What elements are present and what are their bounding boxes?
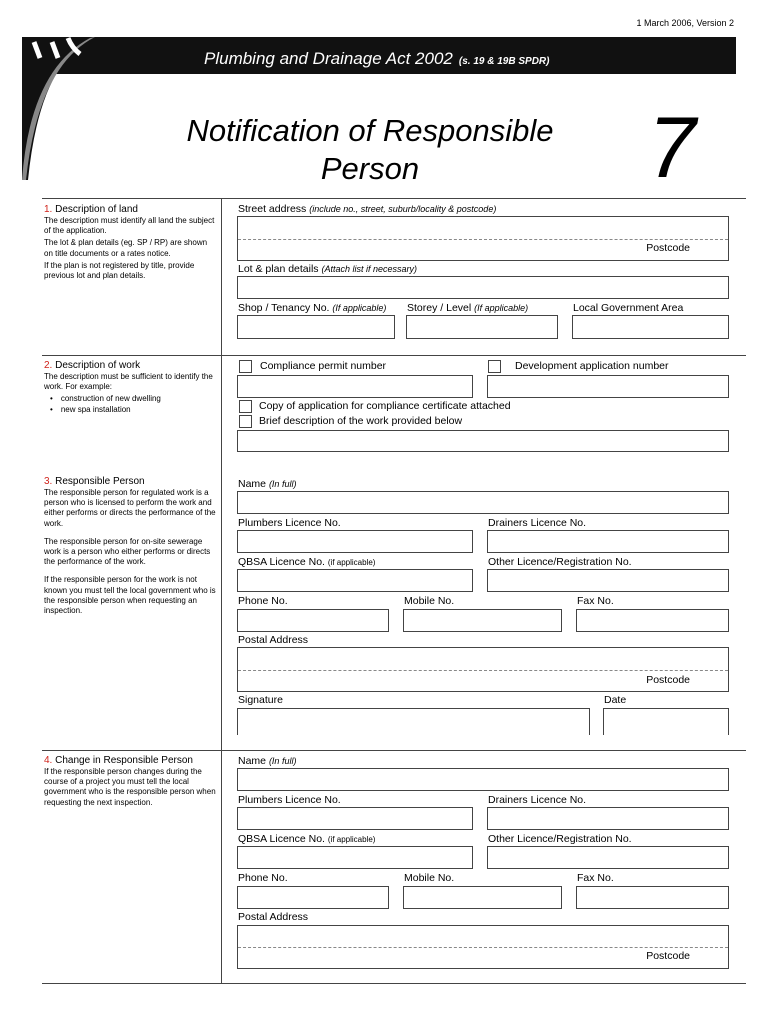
plumbers-licence-label: Plumbers Licence No. [238, 794, 341, 806]
mobile-field[interactable] [403, 886, 562, 909]
fax-field[interactable] [576, 609, 729, 632]
phone-label: Phone No. [238, 595, 288, 607]
postcode-label: Postcode [646, 950, 690, 962]
fax-label: Fax No. [577, 595, 614, 607]
signature-field[interactable] [237, 708, 590, 735]
mobile-label: Mobile No. [404, 595, 455, 607]
qbsa-licence-field[interactable] [237, 569, 473, 592]
name-label: Name (In full) [238, 478, 297, 490]
copy-attached-checkbox[interactable] [239, 400, 252, 413]
section3-heading: 3. Responsible Person [44, 476, 145, 487]
fax-label: Fax No. [577, 872, 614, 884]
lot-plan-label: Lot & plan details (Attach list if necessary) [238, 263, 418, 275]
qbsa-licence-label: QBSA Licence No. (if applicable) [238, 556, 376, 568]
divider [42, 750, 746, 751]
divider [42, 355, 746, 356]
postal-address-field[interactable] [237, 925, 729, 969]
other-licence-label: Other Licence/Registration No. [488, 556, 632, 568]
act-section: (s. 19 & 19B SPDR) [458, 56, 550, 67]
lot-plan-field[interactable] [237, 276, 729, 299]
other-licence-field[interactable] [487, 569, 729, 592]
drainers-licence-field[interactable] [487, 530, 729, 553]
other-licence-label: Other Licence/Registration No. [488, 833, 632, 845]
section1-sidebar [44, 204, 216, 283]
street-address-label: Street address (include no., street, suburb/locality & postcode) [238, 203, 497, 215]
section4-note: If the responsible person changes during the course of a project you must tell the local government who is the responsible person when requesting the next inspection. [44, 767, 216, 807]
date-label: Date [604, 694, 627, 706]
section2-heading: 2. Description of work [44, 360, 141, 371]
drainers-licence-label: Drainers Licence No. [488, 517, 587, 529]
brief-description-label: Brief description of the work provided below [259, 415, 463, 427]
section2-sidebar [44, 360, 216, 415]
plumbers-licence-label: Plumbers Licence No. [238, 517, 341, 529]
name-field[interactable] [237, 491, 729, 514]
qbsa-licence-field[interactable] [237, 846, 473, 869]
postal-address-label: Postal Address [238, 911, 309, 923]
postal-address-label: Postal Address [238, 634, 309, 646]
development-app-checkbox[interactable] [488, 360, 501, 373]
name-label: Name (In full) [238, 755, 297, 767]
storey-level-field[interactable] [406, 315, 558, 339]
compliance-permit-label: Compliance permit number [260, 360, 387, 372]
compliance-permit-checkbox[interactable] [239, 360, 252, 373]
plumbers-licence-field[interactable] [237, 530, 473, 553]
drainers-licence-field[interactable] [487, 807, 729, 830]
phone-field[interactable] [237, 886, 389, 909]
logo-swoosh-icon [0, 30, 140, 190]
section3-note: If the responsible person for the work is not known you must tell the local government who is the responsible person when requesting an inspection. [44, 575, 216, 616]
plumbers-licence-field[interactable] [237, 807, 473, 830]
phone-field[interactable] [237, 609, 389, 632]
postcode-label: Postcode [646, 242, 690, 254]
lga-field[interactable] [572, 315, 729, 339]
development-app-label: Development application number [515, 360, 669, 372]
section1-note: The lot & plan details (eg. SP / RP) are shown on title documents or a rates notice. [44, 238, 208, 258]
drainers-licence-label: Drainers Licence No. [488, 794, 587, 806]
form-title: Notification of Responsible Person [186, 113, 554, 186]
divider [42, 983, 746, 984]
column-divider [221, 198, 222, 983]
section2-examples [44, 394, 216, 414]
mobile-label: Mobile No. [404, 872, 455, 884]
compliance-permit-field[interactable] [237, 375, 473, 398]
storey-level-label: Storey / Level (If applicable) [407, 302, 529, 314]
section1-heading: 1. Description of land [44, 204, 138, 215]
version-text: 1 March 2006, Version 2 [636, 18, 734, 28]
fax-field[interactable] [576, 886, 729, 909]
copy-attached-label: Copy of application for compliance certificate attached [259, 400, 511, 412]
lga-label: Local Government Area [573, 302, 684, 314]
section3-sidebar [44, 476, 216, 618]
phone-label: Phone No. [238, 872, 288, 884]
section1-note: The description must identify all land the subject of the application. [44, 216, 215, 236]
mobile-field[interactable] [403, 609, 562, 632]
name-field[interactable] [237, 768, 729, 791]
shop-tenancy-label: Shop / Tenancy No. (If applicable) [238, 302, 387, 314]
section3-note: The responsible person for on-site sewerage work is a person who either performs or directs the performance of the work. [44, 536, 211, 567]
qbsa-licence-label: QBSA Licence No. (if applicable) [238, 833, 376, 845]
section1-note: If the plan is not registered by title, provide previous lot and plan details. [44, 260, 195, 281]
postcode-label: Postcode [646, 674, 690, 686]
section4-sidebar [44, 755, 216, 810]
list-item: • new spa installation [50, 405, 216, 415]
date-field[interactable] [603, 708, 729, 735]
section2-note: The description must be sufficient to identify the work. For example: [44, 372, 213, 392]
section4-heading: 4. Change in Responsible Person [44, 755, 193, 766]
list-item: • construction of new dwelling [50, 394, 216, 404]
shop-tenancy-field[interactable] [237, 315, 395, 339]
brief-description-checkbox[interactable] [239, 415, 252, 428]
section3-note: The responsible person for regulated work is a person who is licensed to perform the work and either performs or directs the performance of the work. [44, 488, 216, 528]
brief-description-field[interactable] [237, 430, 729, 452]
act-title: Plumbing and Drainage Act 2002 (s. 19 & 19B SPDR) [204, 49, 550, 68]
street-address-field[interactable] [237, 216, 729, 261]
signature-label: Signature [238, 694, 283, 706]
other-licence-field[interactable] [487, 846, 729, 869]
form-number: 7 [648, 100, 696, 196]
development-app-field[interactable] [487, 375, 729, 398]
divider [42, 198, 746, 199]
